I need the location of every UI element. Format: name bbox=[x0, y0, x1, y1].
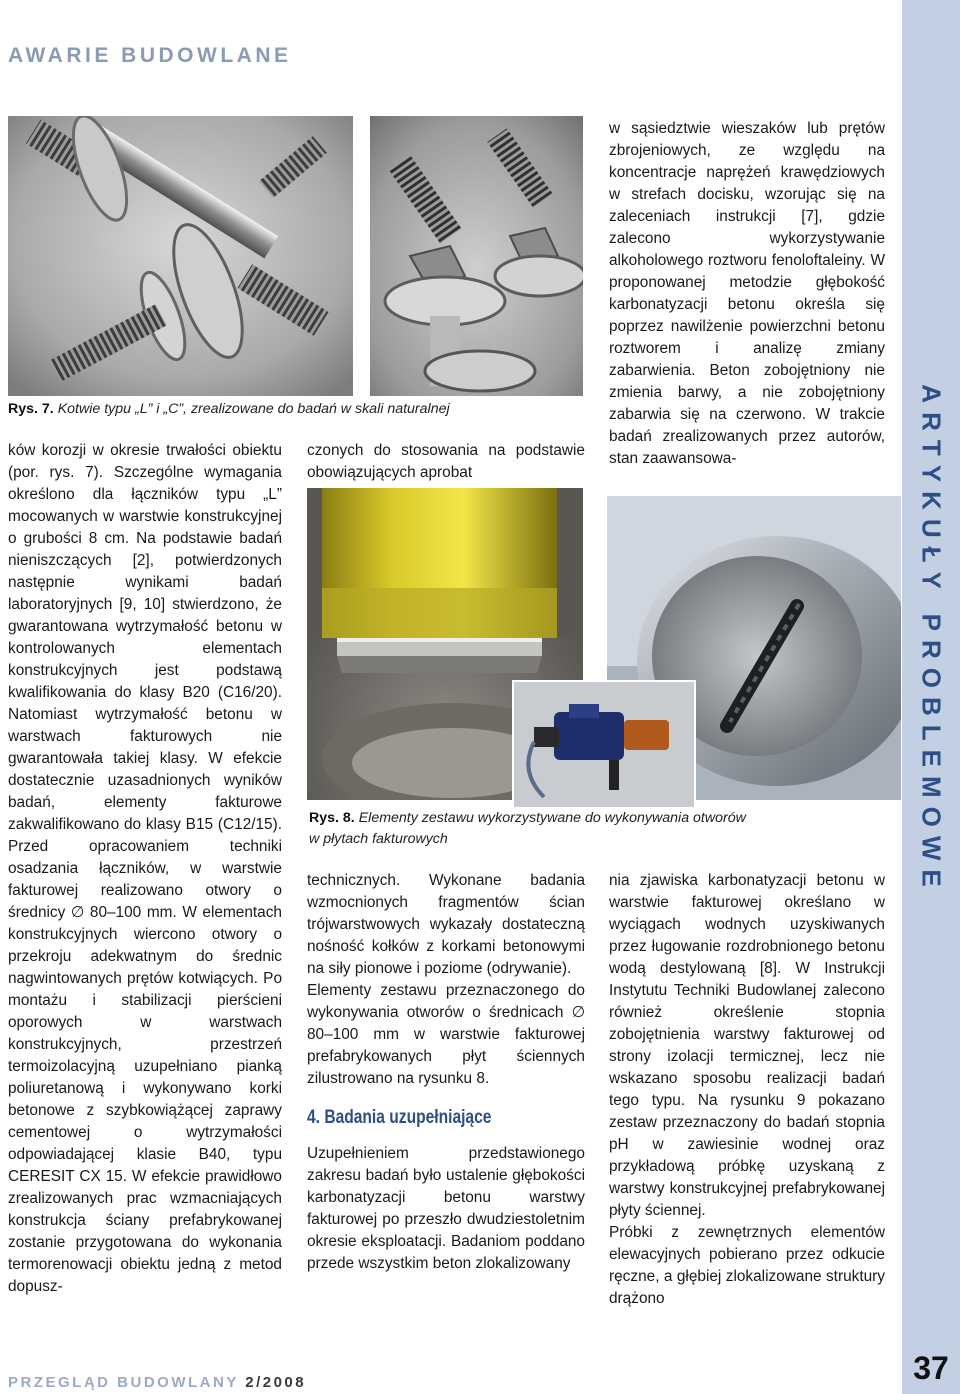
column-1 bbox=[8, 440, 282, 1298]
section-heading: 4. Badania uzupełniające bbox=[307, 1107, 492, 1128]
column-2-para-2: Elementy zestawu przeznaczonego do wykonywania otworów o średnicach ∅ 80–100 mm w warstwie fakturowej prefabrykowanych płyt ściennych zilustrowano na rysunku 8. bbox=[307, 982, 585, 1087]
anchor-l-image bbox=[8, 116, 353, 396]
column-3-top-text: w sąsiedztwie wieszaków lub prętów zbrojeniowych, ze względu na koncentracje naprężeń krawędziowych w strefach docisku, wzorując się na zaleceniach instrukcji [7], gdzie zalecono wykorzystywanie alkoholowego roztworu fenoloftaleiny. W proponowanej metodzie głębokość karbonatyzacji betonu określa się poprzez nawilżenie powierzchni betonu roztworem i analizę zmiany zabarwienia. Beton zobojętniony nie zmienia barwy, a nie zobojętniony zabarwia się na czerwono. W trakcie badań zrealizowanych przez autorów, stan zaawansowa- bbox=[609, 120, 885, 467]
anchor-c-image bbox=[370, 116, 583, 396]
figure-7-caption bbox=[8, 399, 588, 420]
drill-tool-image bbox=[514, 682, 694, 807]
column-2-para-3: Uzupełnieniem przedstawionego zakresu badań było ustalenie głębokości karbonatyzacji betonu warstwy fakturowej po przeszło dwudziestoletnim okresie eksploatacji. Badaniom poddano przede wszystkim beton zlokalizowany bbox=[307, 1145, 585, 1272]
running-footer bbox=[8, 1374, 306, 1391]
section-sidebar bbox=[902, 0, 960, 1394]
column-3-lower bbox=[609, 870, 885, 1310]
figure-8-caption-text: Elementy zestawu wykorzystywane do wykonywania otworów w płytach fakturowych bbox=[309, 810, 746, 847]
column-1-text: ków korozji w okresie trwałości obiektu (por. rys. 7). Szczególne wymagania określono dla łączników typu „L” mocowanych w warstwie konstrukcyjnej o grubości 8 cm. Na podstawie badań nieniszczących [2], potwierdzonych następnie wynikami badań laboratoryjnych [9, 10] stwierdzono, że gwarantowana wytrzymałość betonu w kontrolowanych elementach konstrukcyjnych jest podstawą kwalifikowania do klasy B20 (C16/20). Natomiast wytrzymałość betonu w warstwach fakturowych nie gwarantowała takiej klasy. W efekcie dostatecznie uzasadnionych wyników badań, elementy fakturowe zakwalifikowano do klasy B15 (C12/15). Przed opracowaniem techniki osadzania łączników, w warstwie fakturowej realizowano otwory o średnicy ∅ 80–100 mm. W elementach konstrukcyjnych wiercono otwory o przekroju adekwatnym do średnic nagwintowanych prętów kotwiących. Po montażu i stabilizacji pierścieni oporowych w warstwach konstrukcyjnych, przestrzeń termoizolacyjną uzupełniano pianką poliuretanową i wykonywano korki betonowe z szybkowiążącej zaprawy cementowej o wytrzymałości odpowiadającej klasie B40, typu CERESIT CX 15. W efekcie prawidłowo zrealizowanych prac wzmacniających konstrukcja ściany prefabrykowanej zostanie przygotowana do wykonania termorenowacji obiektu jedną z metod dopusz- bbox=[8, 442, 282, 1295]
column-2-top bbox=[307, 440, 585, 484]
figure-8-label: Rys. 8. bbox=[309, 810, 355, 826]
section-title: ARTYKUŁY PROBLEMOWE bbox=[916, 384, 947, 896]
figure-8-caption bbox=[309, 808, 749, 850]
figure-7-photo-right bbox=[370, 116, 583, 396]
figure-8-photo-tool bbox=[512, 680, 696, 809]
figure-7-caption-text: Kotwie typu „L” i „C”, zrealizowane do badań w skali naturalnej bbox=[57, 401, 450, 417]
journal-name: PRZEGLĄD BUDOWLANY bbox=[8, 1374, 239, 1391]
page-number: 37 bbox=[913, 1350, 949, 1386]
column-2-top-text: czonych do stosowania na podstawie obowiązujących aprobat bbox=[307, 442, 585, 481]
column-2-para-1: technicznych. Wykonane badania wzmocnionych fragmentów ścian trójwarstwowych wykazały dostateczną nośność kołków z korkami betonowymi na siły pionowe i poziome (odrywanie). bbox=[307, 872, 585, 977]
journal-issue: 2/2008 bbox=[245, 1374, 307, 1391]
column-2-lower bbox=[307, 870, 585, 1275]
figure-7-photo-left bbox=[8, 116, 353, 396]
figure-7-label: Rys. 7. bbox=[8, 401, 54, 417]
column-3-top bbox=[609, 118, 885, 470]
column-3-para-2: Próbki z zewnętrznych elementów elewacyjnych pobierano przez odkucie ręczne, a głębiej zlokalizowane struktury drążono bbox=[609, 1224, 885, 1307]
running-header: AWARIE BUDOWLANE bbox=[8, 44, 292, 67]
column-3-para-1: nia zjawiska karbonatyzacji betonu w warstwie fakturowej określano w wyciągach wodnych uzyskiwanych przez ługowanie rozdrobnionego betonu wodą destylowaną [8]. W Instrukcji Instytutu Techniki Budowlanej zalecono również określenie stopnia zobojętnienia warstwy fakturowej od strony izolacji termicznej, lecz nie wskazano sposobu realizacji badań tego typu. Na rysunku 9 pokazano zestaw przeznaczony do badań stopnia pH w zawiesinie wodnej oraz przykładową próbkę uzyskaną z warstwy konstrukcyjnej prefabrykowanej płyty ściennej. bbox=[609, 872, 885, 1219]
